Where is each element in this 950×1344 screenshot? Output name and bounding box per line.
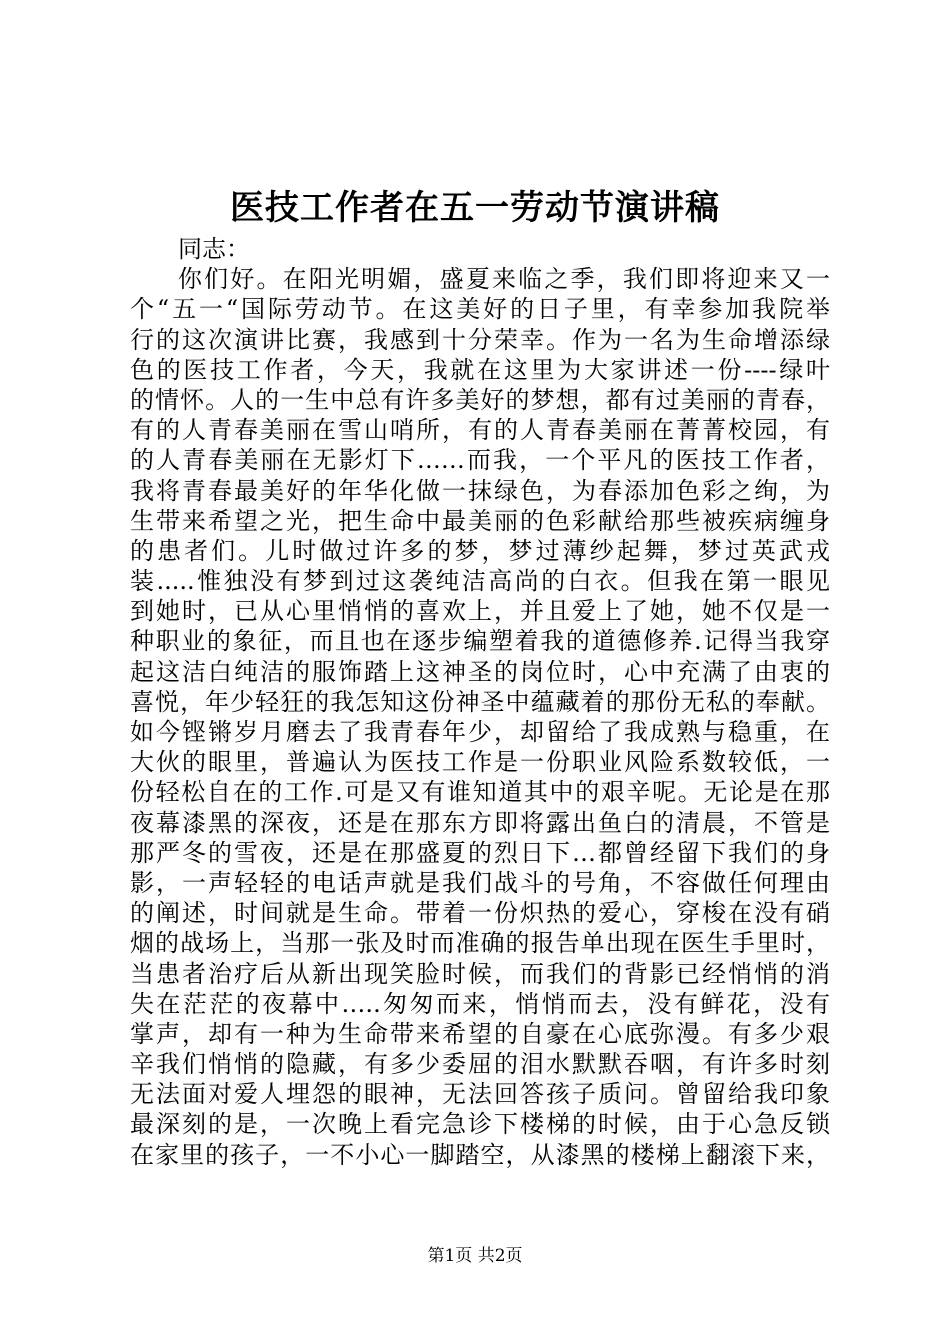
paragraph-line: 份轻松自在的工作.可是又有谁知道其中的艰辛呢。无论是在那 [130, 778, 830, 807]
paragraph-line: 掌声，却有一种为生命带来希望的自豪在心底弥漫。有多少艰 [130, 1019, 830, 1048]
paragraph-line: 当患者治疗后从新出现笑脸时候，而我们的背影已经悄悄的消 [130, 959, 830, 988]
paragraph-line: 有的人青春美丽在雪山哨所，有的人青春美丽在菁菁校园，有 [130, 416, 830, 445]
paragraph-line: 的阐述，时间就是生命。带着一份炽热的爱心，穿梭在没有硝 [130, 899, 830, 928]
document-body [130, 234, 830, 1170]
paragraph-line: 在家里的孩子，一不小心一脚踏空，从漆黑的楼梯上翻滚下来， [130, 1140, 830, 1169]
paragraph-line: 喜悦，年少轻狂的我怎知这份神圣中蕴藏着的那份无私的奉献。 [130, 687, 830, 716]
paragraph-line: 烟的战场上，当那一张及时而准确的报告单出现在医生手里时， [130, 929, 830, 958]
paragraph-line: 夜幕漆黑的深夜，还是在那东方即将露出鱼白的清晨，不管是 [130, 808, 830, 837]
paragraph-line: 我将青春最美好的年华化做一抹绿色，为春添加色彩之绚，为 [130, 476, 830, 505]
paragraph-line: 的情怀。人的一生中总有许多美好的梦想，都有过美丽的青春， [130, 385, 830, 414]
paragraph-line: 个“五一“国际劳动节。在这美好的日子里，有幸参加我院举 [130, 295, 830, 324]
document-title: 医技工作者在五一劳动节演讲稿 [230, 188, 720, 228]
paragraph-line: 行的这次演讲比赛，我感到十分荣幸。作为一名为生命增添绿 [130, 325, 830, 354]
paragraph-line: 影，一声轻轻的电话声就是我们战斗的号角，不容做任何理由 [130, 868, 830, 897]
paragraph-line: 生带来希望之光，把生命中最美丽的色彩献给那些被疾病缠身 [130, 506, 830, 535]
paragraph-line: 的患者们。儿时做过许多的梦，梦过薄纱起舞，梦过英武戎 [130, 536, 830, 565]
paragraph-line: 你们好。在阳光明媚，盛夏来临之季，我们即将迎来又一 [178, 265, 830, 294]
paragraph-line: 种职业的象征，而且也在逐步编塑着我的道德修养.记得当我穿 [130, 627, 830, 656]
paragraph-line: 那严冬的雪夜，还是在那盛夏的烈日下…都曾经留下我们的身 [130, 838, 830, 867]
paragraph-line: 无法面对爱人埋怨的眼神，无法回答孩子质问。曾留给我印象 [130, 1080, 830, 1109]
paragraph-line: 起这洁白纯洁的服饰踏上这神圣的岗位时，心中充满了由衷的 [130, 657, 830, 686]
paragraph-line: 最深刻的是，一次晚上看完急诊下楼梯的时候，由于心急反锁 [130, 1110, 830, 1139]
salutation: 同志： [178, 235, 250, 263]
paragraph-line: 大伙的眼里，普遍认为医技工作是一份职业风险系数较低，一 [130, 748, 830, 777]
paragraph-line: 如今铿锵岁月磨去了我青春年少，却留给了我成熟与稳重，在 [130, 718, 830, 746]
paragraph-line: 到她时，已从心里悄悄的喜欢上，并且爱上了她，她不仅是一 [130, 597, 830, 626]
paragraph-line: 装.....惟独没有梦到过这袭纯洁高尚的白衣。但我在第一眼见 [130, 567, 830, 596]
paragraph-line: 失在茫茫的夜幕中…..匆匆而来，悄悄而去，没有鲜花，没有 [130, 989, 830, 1018]
page-number-footer: 第1页 共2页 [427, 1246, 523, 1266]
paragraph-line: 色的医技工作者，今天，我就在这里为大家讲述一份----绿叶 [130, 355, 830, 384]
paragraph-line: 的人青春美丽在无影灯下……而我，一个平凡的医技工作者， [130, 446, 830, 475]
paragraph-line: 辛我们悄悄的隐藏，有多少委屈的泪水默默吞咽，有许多时刻 [130, 1050, 830, 1079]
